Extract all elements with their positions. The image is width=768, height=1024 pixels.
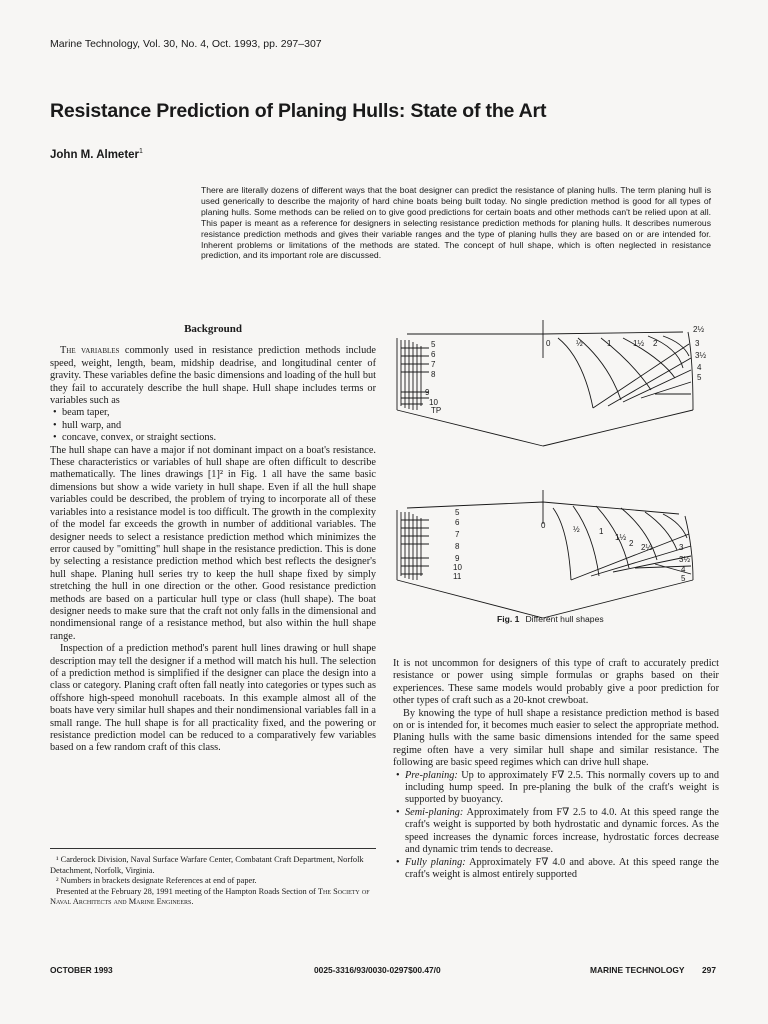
regime-text: Approximately F∇ 4.0 and above. At this speed range the craft's weight is almost entirely supported bbox=[405, 856, 719, 880]
figure-label: 11 bbox=[453, 572, 462, 581]
bottom-right-waterline-labels bbox=[679, 543, 690, 583]
list-item: • hull warp, and bbox=[50, 420, 376, 432]
paper-title: Resistance Prediction of Planing Hulls: State of the Art bbox=[50, 100, 547, 122]
figure-label: 5 bbox=[431, 340, 436, 349]
left-column bbox=[50, 323, 376, 755]
paragraph: Inspection of a prediction method's parent hull lines drawing or hull shape description may tell the designer if a method will match his hull. The selection of a prediction method is simplified if the designer can place the design into a class or category. Planing craft often fall neatly into categories or types such as offshore high-speed monohull raceboats. In this example almost all of the boats have very similar hull shapes and their nondimensional variables fall in a small range. The hull shape is for all practicality fixed, and the powering or resistance prediction model can be reduced to a comparatively few variables based on a few random craft of this class. bbox=[50, 643, 376, 754]
figure-label: 1 bbox=[607, 339, 612, 348]
figure-label: 7 bbox=[455, 530, 460, 539]
abstract: There are literally dozens of different ways that the boat designer can predict the resistance of planing hulls. The term planing hull is used generically to describe the majority of hard chine boats being built today. No single prediction method is good for all types of planing hulls. Some methods can be relied on to give good predictions for certain boats and other methods can't be relied upon at all. This paper is meant as a reference for designers in selecting resistance prediction methods for planing hulls. It describes numerous resistance prediction methods and gives their variable ranges and the type of planing hulls they are based on or are intended for. Inherent problems or limitations of the methods are stated. The concept of hull shape, which is often neglected in resistance prediction, and its important role are discussed. bbox=[201, 185, 711, 261]
paragraph: The hull shape can have a major if not dominant impact on a boat's resistance. These characteristics or variables of hull shape are often difficult to describe mathematically. The lines drawings [1]² in Fig. 1 all have the same basic dimensions but show a wide variety in hull shape. Even if all the hull shape variables could be described, the problem of trying to incorporate all of these variables into a resistance model is too difficult. The growth in the complexity of the model far exceeds the growth in number of additional variables. The designer needs to select a resistance prediction method which minimizes the error caused by "omitting" hull shape in the resistance prediction. This is done by selecting a resistance prediction method which best reflects the designer's hull shape. Planing hull series try to keep the hull shape fixed by simply stretching the hull in one direction or the other. Good resistance prediction methods are based on a particular hull type or class (hull shape). The boat designer needs to make sure that the craft not only falls in the dimensional and nondimensional range of a resistance method, but also within the hull shape range. bbox=[50, 444, 376, 642]
top-buttock-labels bbox=[546, 339, 658, 348]
footnote: ² Numbers in brackets designate References at end of paper. bbox=[56, 876, 257, 886]
footnote bbox=[50, 887, 376, 908]
regime-term: Fully planing: bbox=[405, 856, 466, 868]
figure-number: Fig. 1 bbox=[497, 614, 520, 624]
figure-label: 10 bbox=[453, 563, 462, 572]
hull-lines-figure bbox=[393, 318, 723, 618]
figure-label: 10 bbox=[429, 398, 438, 407]
figure-label: 9 bbox=[425, 388, 430, 397]
figure-label: TP bbox=[431, 406, 442, 415]
list-item bbox=[393, 857, 719, 882]
paragraph: It is not uncommon for designers of this type of craft to accurately predict resistance or power using simple formulas or graphs based on their experiences. These same models would probably give a poor prediction for other types of craft such as a 20-knot crewboat. bbox=[393, 658, 719, 707]
paragraph-text: commonly used in resistance prediction methods include speed, weight, length, beam, midship deadrise, and longitudinal center of gravity. These variables define the basic dimensions and loading of the hull but they fail to accurately describe the hull shape. Hull shape includes terms or variables such as bbox=[50, 345, 376, 407]
figure-label: 0 bbox=[541, 521, 546, 530]
footnote-text: Presented at the February 28, 1991 meeting of the Hampton Roads Section of bbox=[56, 886, 318, 896]
figure-label: 6 bbox=[431, 350, 436, 359]
journal-citation: Marine Technology, Vol. 30, No. 4, Oct. 1993, pp. 297–307 bbox=[50, 38, 322, 50]
footer-journal: MARINE TECHNOLOGY bbox=[590, 965, 685, 975]
figure-label: 7 bbox=[431, 360, 436, 369]
regime-term: Pre-planing: bbox=[405, 769, 458, 781]
hull-shape-variable-list bbox=[50, 407, 376, 444]
figure-label: 3½ bbox=[679, 555, 691, 564]
footer-date: OCTOBER 1993 bbox=[50, 965, 113, 975]
figure-label: 6 bbox=[455, 518, 460, 527]
author-line bbox=[50, 148, 143, 161]
society-name: The Society of Naval Architects and Marine Engineers. bbox=[50, 886, 370, 907]
page-number: 297 bbox=[702, 965, 716, 975]
bottom-left-station-labels bbox=[453, 508, 462, 581]
figure-label: 5 bbox=[455, 508, 460, 517]
list-item bbox=[393, 770, 719, 807]
footnote: ¹ Carderock Division, Naval Surface Warfare Center, Combatant Craft Department, Norfolk Detachment, Norfolk, Virginia. bbox=[50, 855, 364, 875]
figure-label: 4 bbox=[681, 565, 686, 574]
paragraph: By knowing the type of hull shape a resistance prediction method is based on or is intended for, it becomes much easier to select the appropriate method. Planing hulls with the same basic dimensions intended for the same speed regime often have a very similar hull shape and similar resistance. The following are basic speed regimes which can drive hull shape. bbox=[393, 707, 719, 769]
figure-caption bbox=[497, 614, 604, 624]
regime-text: Approximately from F∇ 2.5 to 4.0. At this speed range the craft's weight is supported by both hydrostatic and dynamic forces. As the speed increases the dynamic forces increase, hydrostatic forces decrease and dynamic trim tends to decrease. bbox=[405, 806, 719, 856]
figure-label: 2 bbox=[653, 339, 658, 348]
figure-label: 8 bbox=[431, 370, 436, 379]
figure-label: 4 bbox=[697, 363, 702, 372]
right-column bbox=[393, 658, 719, 881]
regime-text: Up to approximately F∇ 2.5. This normally covers up to and including hump speed. In pre-planing the bulk of the craft's weight is supported by buoyancy. bbox=[405, 769, 719, 806]
speed-regime-list bbox=[393, 770, 719, 882]
figure-label: 3 bbox=[679, 543, 684, 552]
top-left-station-labels bbox=[425, 340, 441, 415]
top-right-waterline-labels bbox=[693, 325, 706, 382]
footnotes bbox=[50, 848, 376, 908]
figure-label: 5 bbox=[697, 373, 702, 382]
paragraph-lead: The variables bbox=[60, 345, 120, 357]
list-item bbox=[393, 807, 719, 857]
list-item: • concave, convex, or straight sections. bbox=[50, 432, 376, 444]
figure-label: 3½ bbox=[695, 351, 707, 360]
bottom-buttock-labels bbox=[541, 521, 652, 552]
paragraph bbox=[50, 345, 376, 407]
figure-label: 1½ bbox=[615, 533, 627, 542]
author-name: John M. Almeter bbox=[50, 148, 140, 161]
figure-label: 0 bbox=[546, 339, 551, 348]
figure-label: ½ bbox=[573, 525, 580, 534]
figure-label: ½ bbox=[576, 339, 583, 348]
footer-code: 0025-3316/93/0030-0297$00.47/0 bbox=[314, 965, 441, 975]
section-heading-background: Background bbox=[184, 323, 242, 335]
figure-label: 1½ bbox=[633, 339, 645, 348]
list-item: • beam taper, bbox=[50, 407, 376, 419]
figure-label: 2 bbox=[629, 539, 634, 548]
author-footnote-mark: 1 bbox=[139, 148, 143, 155]
figure-label: 2½ bbox=[641, 543, 653, 552]
figure-label: 5 bbox=[681, 574, 686, 583]
figure-caption-text: Different hull shapes bbox=[525, 614, 604, 624]
figure-label: 2½ bbox=[693, 325, 705, 334]
figure-label: 8 bbox=[455, 542, 460, 551]
figure-label: 3 bbox=[695, 339, 700, 348]
figure-label: 9 bbox=[455, 554, 460, 563]
figure-label: 1 bbox=[599, 527, 604, 536]
regime-term: Semi-planing: bbox=[405, 806, 464, 818]
